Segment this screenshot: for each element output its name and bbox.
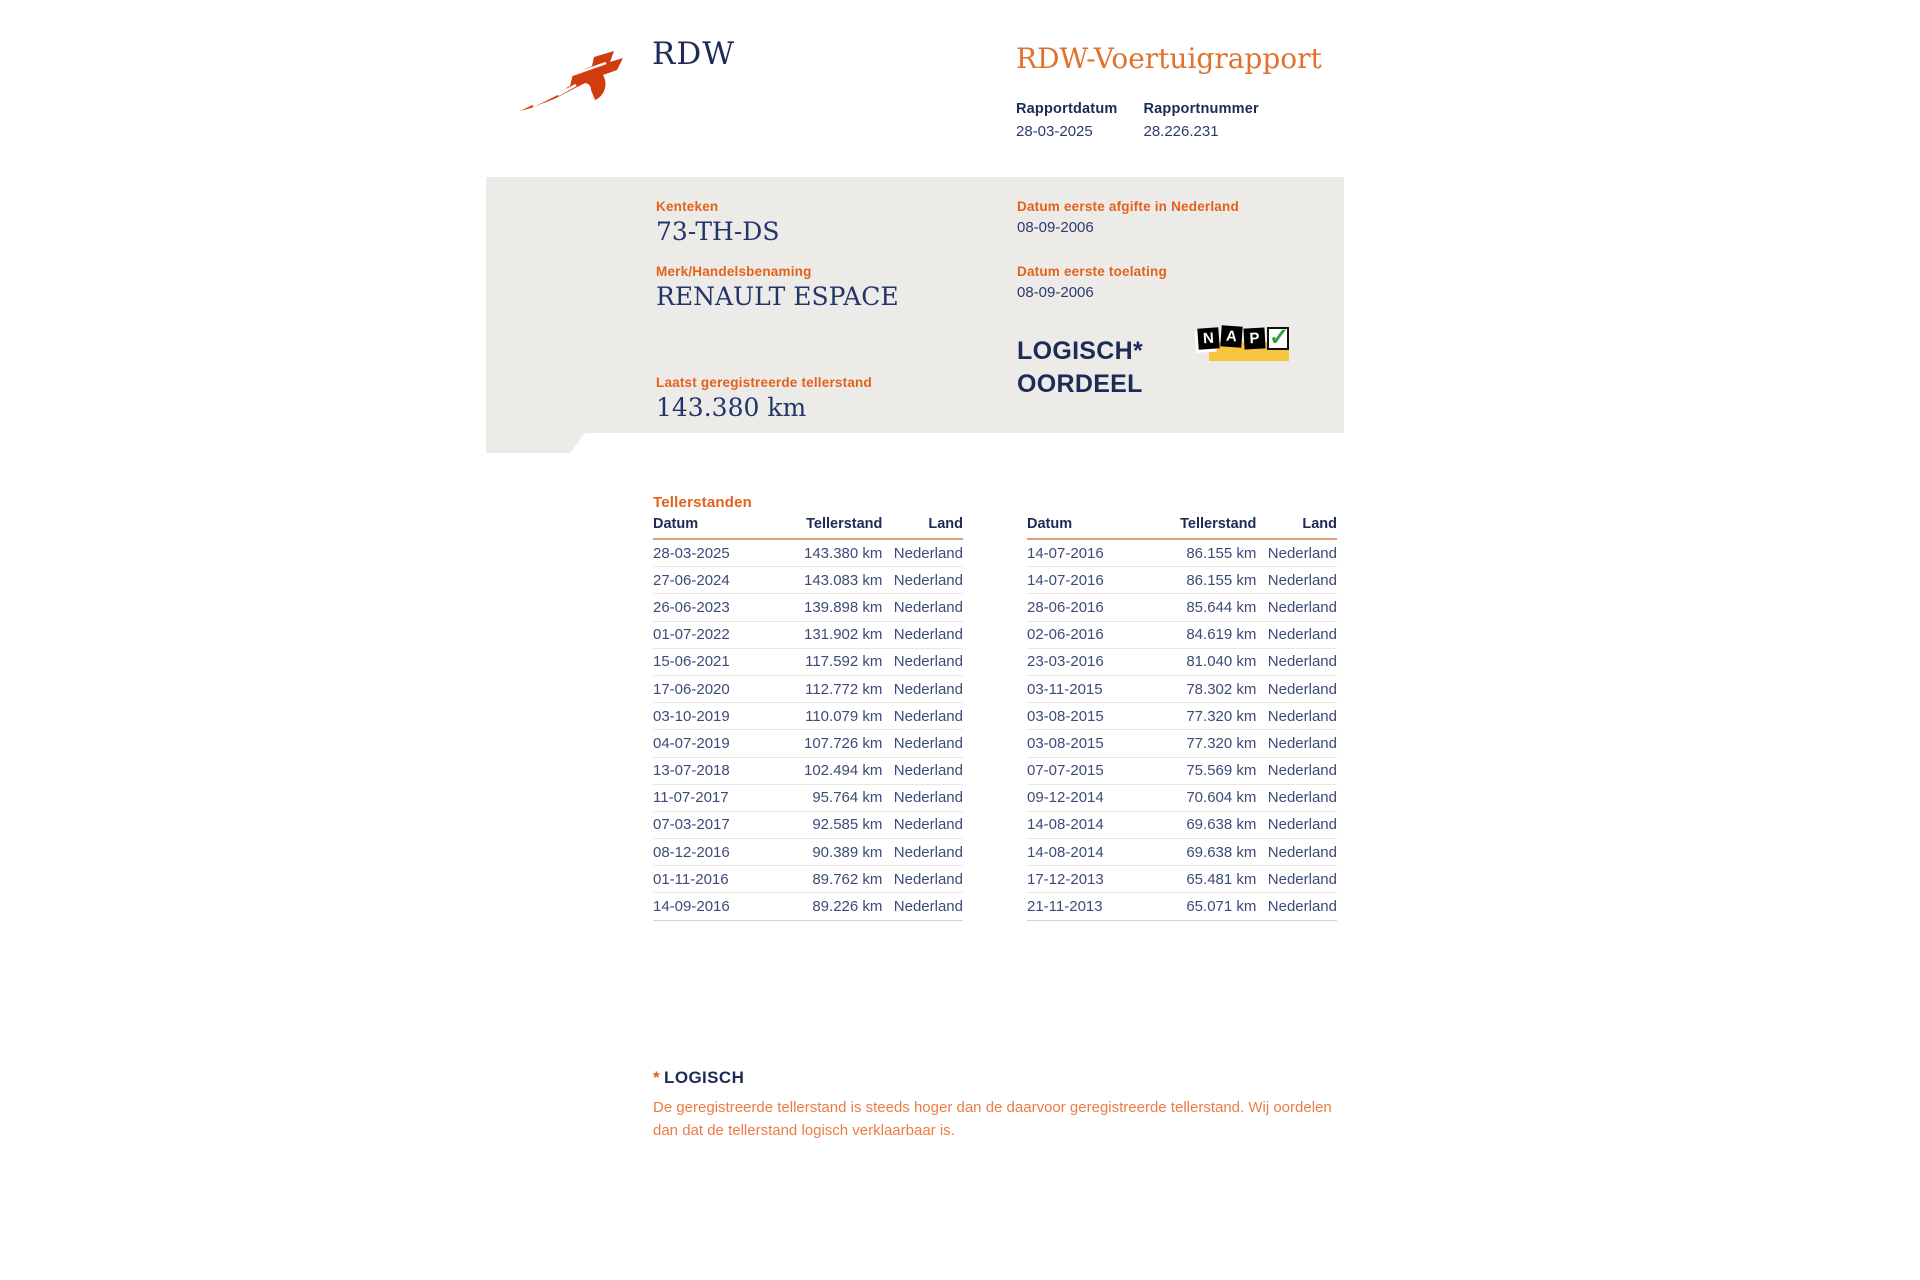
- table-row: [1027, 784, 1337, 811]
- cell-tellerstand: 70.604 km: [1151, 784, 1256, 811]
- cell-land: Nederland: [882, 866, 963, 893]
- table-row: [1027, 703, 1337, 730]
- table-row: [653, 567, 963, 594]
- table-row: [1027, 594, 1337, 621]
- table-row: [1027, 811, 1337, 838]
- cell-land: Nederland: [1256, 730, 1337, 757]
- table-row: [653, 893, 963, 920]
- table-row: [653, 811, 963, 838]
- cell-tellerstand: 77.320 km: [1151, 730, 1256, 757]
- cell-land: Nederland: [882, 567, 963, 594]
- table-row: [653, 757, 963, 784]
- cell-tellerstand: 92.585 km: [777, 811, 882, 838]
- cell-tellerstand: 75.569 km: [1151, 757, 1256, 784]
- afgifte-label: Datum eerste afgifte in Nederland: [1017, 199, 1239, 214]
- cell-land: Nederland: [1256, 594, 1337, 621]
- header-datum: Datum: [1027, 514, 1151, 539]
- table-header-row: [1027, 514, 1337, 539]
- nap-letter-p: P: [1243, 327, 1265, 349]
- cell-tellerstand: 143.083 km: [777, 567, 882, 594]
- cell-land: Nederland: [882, 811, 963, 838]
- cell-datum: 14-09-2016: [653, 893, 777, 920]
- cell-tellerstand: 90.389 km: [777, 839, 882, 866]
- cell-tellerstand: 139.898 km: [777, 594, 882, 621]
- table-row: [1027, 539, 1337, 567]
- report-date-value: 28-03-2025: [1016, 123, 1093, 140]
- cell-tellerstand: 78.302 km: [1151, 675, 1256, 702]
- report-date-label: Rapportdatum: [1016, 101, 1118, 117]
- nap-letter-a: A: [1220, 325, 1242, 347]
- cell-datum: 03-11-2015: [1027, 675, 1151, 702]
- cell-tellerstand: 131.902 km: [777, 621, 882, 648]
- toelating-label: Datum eerste toelating: [1017, 264, 1167, 279]
- cell-land: Nederland: [1256, 567, 1337, 594]
- table-row: [653, 594, 963, 621]
- table-row: [653, 730, 963, 757]
- cell-tellerstand: 89.762 km: [777, 866, 882, 893]
- table-row: [653, 539, 963, 567]
- cell-datum: 14-07-2016: [1027, 567, 1151, 594]
- report-number-value: 28.226.231: [1143, 123, 1219, 140]
- cell-datum: 23-03-2016: [1027, 648, 1151, 675]
- cell-land: Nederland: [1256, 539, 1337, 567]
- cell-tellerstand: 65.481 km: [1151, 866, 1256, 893]
- table-row: [1027, 893, 1337, 920]
- cell-land: Nederland: [1256, 784, 1337, 811]
- odometer-table-left: [653, 514, 963, 921]
- cell-tellerstand: 77.320 km: [1151, 703, 1256, 730]
- card-corner-notch: [486, 433, 585, 453]
- cell-tellerstand: 117.592 km: [777, 648, 882, 675]
- nap-checkmark-icon: ✓: [1269, 324, 1290, 351]
- cell-land: Nederland: [882, 648, 963, 675]
- report-number: [1143, 101, 1258, 140]
- table-row: [653, 703, 963, 730]
- cell-land: Nederland: [882, 594, 963, 621]
- cell-datum: 13-07-2018: [653, 757, 777, 784]
- page-title: RDW-Voertuigrapport: [1016, 42, 1322, 75]
- cell-tellerstand: 81.040 km: [1151, 648, 1256, 675]
- table-row: [653, 648, 963, 675]
- cell-land: Nederland: [1256, 675, 1337, 702]
- cell-datum: 21-11-2013: [1027, 893, 1151, 920]
- cell-land: Nederland: [882, 621, 963, 648]
- cell-tellerstand: 65.071 km: [1151, 893, 1256, 920]
- cell-datum: 14-08-2014: [1027, 811, 1151, 838]
- table-row: [1027, 621, 1337, 648]
- footnote-title-text: LOGISCH: [664, 1068, 745, 1087]
- cell-datum: 14-08-2014: [1027, 839, 1151, 866]
- cell-land: Nederland: [1256, 866, 1337, 893]
- cell-tellerstand: 112.772 km: [777, 675, 882, 702]
- oordeel-text: [1017, 335, 1143, 401]
- table-row: [1027, 648, 1337, 675]
- cell-tellerstand: 69.638 km: [1151, 811, 1256, 838]
- cell-land: Nederland: [882, 730, 963, 757]
- nap-letter-n: N: [1197, 327, 1219, 349]
- oordeel-line1: LOGISCH*: [1017, 337, 1144, 365]
- table-row: [1027, 839, 1337, 866]
- tellerstand-value: 143.380 km: [656, 393, 807, 422]
- afgifte-value: 08-09-2006: [1017, 219, 1094, 236]
- cell-tellerstand: 110.079 km: [777, 703, 882, 730]
- header-datum: Datum: [653, 514, 777, 539]
- cell-land: Nederland: [1256, 893, 1337, 920]
- cell-datum: 14-07-2016: [1027, 539, 1151, 567]
- cell-land: Nederland: [882, 784, 963, 811]
- kenteken-label: Kenteken: [656, 199, 719, 214]
- toelating-value: 08-09-2006: [1017, 284, 1094, 301]
- rdw-wing-icon: [518, 48, 628, 114]
- tellerstanden-heading: Tellerstanden: [653, 494, 753, 511]
- cell-tellerstand: 86.155 km: [1151, 567, 1256, 594]
- cell-land: Nederland: [1256, 621, 1337, 648]
- cell-datum: 04-07-2019: [653, 730, 777, 757]
- cell-datum: 26-06-2023: [653, 594, 777, 621]
- tellerstand-label: Laatst geregistreerde tellerstand: [656, 375, 872, 390]
- table-row: [653, 839, 963, 866]
- cell-land: Nederland: [882, 539, 963, 567]
- cell-land: Nederland: [882, 675, 963, 702]
- cell-land: Nederland: [1256, 757, 1337, 784]
- cell-tellerstand: 107.726 km: [777, 730, 882, 757]
- cell-tellerstand: 89.226 km: [777, 893, 882, 920]
- table-row: [1027, 757, 1337, 784]
- cell-datum: 01-11-2016: [653, 866, 777, 893]
- cell-datum: 01-07-2022: [653, 621, 777, 648]
- footnote-text: De geregistreerde tellerstand is steeds hoger dan de daarvoor geregistreerde tellerstand. Wij oordelen dan dat de tellerstand logisch verklaarbaar is.: [653, 1099, 1332, 1139]
- report-date: [1016, 101, 1117, 140]
- table-row: [653, 784, 963, 811]
- header-land: Land: [882, 514, 963, 539]
- report-meta: [1016, 101, 1259, 140]
- cell-land: Nederland: [1256, 839, 1337, 866]
- report-number-label: Rapportnummer: [1143, 101, 1259, 117]
- table-row: [1027, 567, 1337, 594]
- cell-datum: 15-06-2021: [653, 648, 777, 675]
- cell-tellerstand: 143.380 km: [777, 539, 882, 567]
- cell-tellerstand: 95.764 km: [777, 784, 882, 811]
- table-row: [653, 675, 963, 702]
- cell-land: Nederland: [882, 893, 963, 920]
- kenteken-value: 73-TH-DS: [656, 217, 780, 246]
- header-land: Land: [1256, 514, 1337, 539]
- cell-tellerstand: 86.155 km: [1151, 539, 1256, 567]
- cell-datum: 17-06-2020: [653, 675, 777, 702]
- merk-label: Merk/Handelsbenaming: [656, 264, 812, 279]
- cell-datum: 03-08-2015: [1027, 730, 1151, 757]
- rdw-wordmark: RDW: [652, 36, 736, 72]
- cell-land: Nederland: [882, 757, 963, 784]
- header-tellerstand: Tellerstand: [1151, 514, 1256, 539]
- cell-datum: 28-06-2016: [1027, 594, 1151, 621]
- cell-land: Nederland: [882, 703, 963, 730]
- cell-datum: 02-06-2016: [1027, 621, 1151, 648]
- cell-tellerstand: 69.638 km: [1151, 839, 1256, 866]
- table-row: [1027, 730, 1337, 757]
- cell-datum: 07-07-2015: [1027, 757, 1151, 784]
- table-header-row: [653, 514, 963, 539]
- cell-datum: 27-06-2024: [653, 567, 777, 594]
- cell-tellerstand: 84.619 km: [1151, 621, 1256, 648]
- cell-land: Nederland: [1256, 811, 1337, 838]
- cell-datum: 09-12-2014: [1027, 784, 1151, 811]
- table-row: [1027, 866, 1337, 893]
- vehicle-summary-card: [486, 177, 1344, 433]
- table-row: [653, 866, 963, 893]
- merk-value: RENAULT ESPACE: [656, 282, 899, 311]
- cell-land: Nederland: [1256, 703, 1337, 730]
- header-tellerstand: Tellerstand: [777, 514, 882, 539]
- cell-datum: 03-08-2015: [1027, 703, 1151, 730]
- cell-datum: 08-12-2016: [653, 839, 777, 866]
- table-row: [1027, 675, 1337, 702]
- cell-datum: 03-10-2019: [653, 703, 777, 730]
- cell-datum: 07-03-2017: [653, 811, 777, 838]
- cell-tellerstand: 102.494 km: [777, 757, 882, 784]
- cell-datum: 28-03-2025: [653, 539, 777, 567]
- table-row: [653, 621, 963, 648]
- footnote-title: [653, 1068, 744, 1088]
- nap-logo: [1197, 326, 1297, 370]
- cell-datum: 17-12-2013: [1027, 866, 1151, 893]
- oordeel-line2: OORDEEL: [1017, 370, 1143, 398]
- cell-datum: 11-07-2017: [653, 784, 777, 811]
- cell-tellerstand: 85.644 km: [1151, 594, 1256, 621]
- cell-land: Nederland: [1256, 648, 1337, 675]
- cell-land: Nederland: [882, 839, 963, 866]
- footnote-asterisk: *: [653, 1068, 661, 1087]
- odometer-table-right: [1027, 514, 1337, 921]
